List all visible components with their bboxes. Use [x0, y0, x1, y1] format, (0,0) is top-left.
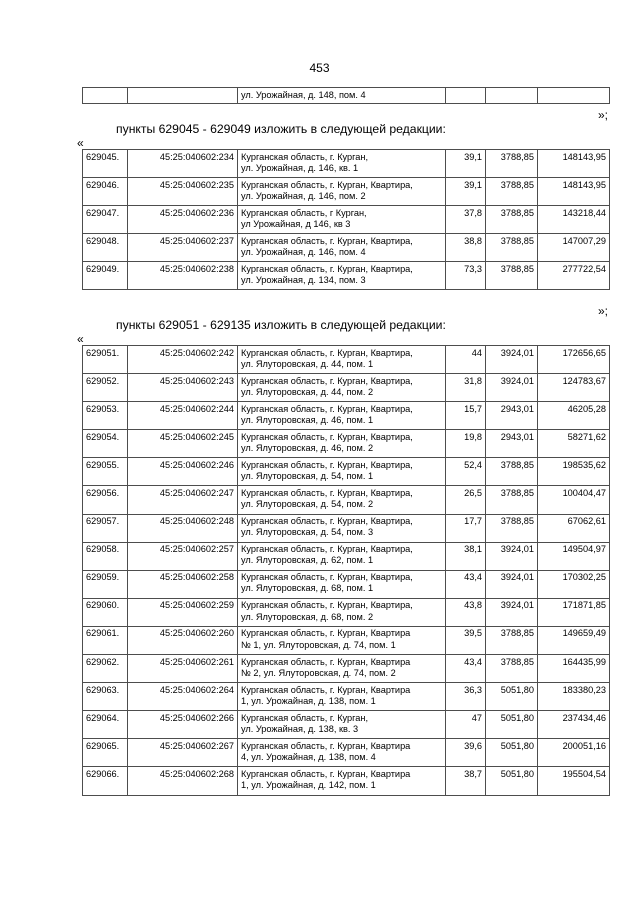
- area-cell: 31,8: [446, 374, 486, 402]
- row-number-cell: 629052.: [83, 374, 128, 402]
- address-cell: Курганская область, г. Курган, Квартира, ул. Ялуторовская, д. 46, пом. 2: [238, 430, 446, 458]
- row-number-cell: 629058.: [83, 542, 128, 570]
- price-cell: 3924,01: [486, 570, 538, 598]
- row-number-cell: 629045.: [83, 150, 128, 178]
- amendment-table-2: [82, 345, 610, 796]
- cadastral-number-cell: 45:25:040602:261: [128, 655, 238, 683]
- total-cell: 172656,65: [538, 346, 610, 374]
- cadastral-number-cell: 45:25:040602:236: [128, 206, 238, 234]
- total-cell: 149659,49: [538, 626, 610, 654]
- address-cell: Курганская область, г. Курган, Квартира, ул. Урожайная, д. 146, пом. 2: [238, 178, 446, 206]
- closing-quote-mark: »;: [597, 304, 608, 318]
- total-cell: 183380,23: [538, 683, 610, 711]
- table-row: [83, 767, 610, 795]
- area-cell: 17,7: [446, 514, 486, 542]
- price-cell: 3788,85: [486, 150, 538, 178]
- closing-quote-mark: »;: [597, 108, 608, 122]
- area-cell: 73,3: [446, 262, 486, 290]
- price-cell: 3924,01: [486, 542, 538, 570]
- total-cell: 170302,25: [538, 570, 610, 598]
- area-cell: 47: [446, 711, 486, 739]
- total-cell: 148143,95: [538, 150, 610, 178]
- price-cell: 3788,85: [486, 234, 538, 262]
- address-cell: Курганская область, г. Курган, Квартира, ул. Ялуторовская, д. 44, пом. 1: [238, 346, 446, 374]
- price-cell: 3788,85: [486, 514, 538, 542]
- continued-table: [82, 87, 610, 104]
- row-number-cell: 629060.: [83, 598, 128, 626]
- table-row: [83, 711, 610, 739]
- cadastral-number-cell: 45:25:040602:235: [128, 178, 238, 206]
- address-cell: Курганская область, г. Курган, Квартира, ул. Урожайная, д. 146, пом. 4: [238, 234, 446, 262]
- price-cell: 3788,85: [486, 458, 538, 486]
- area-cell: 44: [446, 346, 486, 374]
- total-cell: 67062,61: [538, 514, 610, 542]
- price-cell: 3924,01: [486, 598, 538, 626]
- area-cell: 36,3: [446, 683, 486, 711]
- area-cell: 39,5: [446, 626, 486, 654]
- area-cell: 39,1: [446, 178, 486, 206]
- table-row: [83, 374, 610, 402]
- table-row: [83, 402, 610, 430]
- area-cell: 43,4: [446, 570, 486, 598]
- table-row: [83, 655, 610, 683]
- table-row: [83, 486, 610, 514]
- row-number-cell: 629064.: [83, 711, 128, 739]
- total-cell: 58271,62: [538, 430, 610, 458]
- total-cell: 147007,29: [538, 234, 610, 262]
- cadastral-number-cell: 45:25:040602:266: [128, 711, 238, 739]
- price-cell: 3788,85: [486, 178, 538, 206]
- price-cell: 3788,85: [486, 626, 538, 654]
- row-number-cell: 629048.: [83, 234, 128, 262]
- address-cell: Курганская область, г. Курган, Квартира № 1, ул. Ялуторовская, д. 74, пом. 1: [238, 626, 446, 654]
- price-cell: 3788,85: [486, 655, 538, 683]
- row-number-cell: 629061.: [83, 626, 128, 654]
- cadastral-number-cell: 45:25:040602:238: [128, 262, 238, 290]
- address-cell: Курганская область, г. Курган, Квартира 4, ул. Урожайная, д. 138, пом. 4: [238, 739, 446, 767]
- price-cell: 2943,01: [486, 430, 538, 458]
- table-row: [83, 234, 610, 262]
- address-cell: Курганская область, г. Курган, Квартира, ул. Ялуторовская, д. 54, пом. 2: [238, 486, 446, 514]
- address-cell: Курганская область, г. Курган, Квартира, ул. Ялуторовская, д. 44, пом. 2: [238, 374, 446, 402]
- address-cell: Курганская область, г. Курган, Квартира, ул. Ялуторовская, д. 68, пом. 2: [238, 598, 446, 626]
- price-cell: [486, 88, 538, 104]
- table-row: [83, 88, 610, 104]
- opening-quote-mark: «: [77, 136, 84, 150]
- address-cell: Курганская область, г. Курган, Квартира № 2, ул. Ялуторовская, д. 74, пом. 2: [238, 655, 446, 683]
- page-number: 453: [309, 61, 330, 75]
- row-number-cell: 629055.: [83, 458, 128, 486]
- address-cell: Курганская область, г. Курган, ул. Урожайная, д. 138, кв. 3: [238, 711, 446, 739]
- area-cell: 38,8: [446, 234, 486, 262]
- price-cell: 5051,80: [486, 767, 538, 795]
- row-number-cell: 629057.: [83, 514, 128, 542]
- address-cell: Курганская область, г. Курган, Квартира, ул. Ялуторовская, д. 46, пом. 1: [238, 402, 446, 430]
- row-number-cell: 629046.: [83, 178, 128, 206]
- total-cell: 195504,54: [538, 767, 610, 795]
- row-number-cell: 629059.: [83, 570, 128, 598]
- cadastral-number-cell: 45:25:040602:264: [128, 683, 238, 711]
- cadastral-number-cell: 45:25:040602:268: [128, 767, 238, 795]
- cadastral-number-cell: 45:25:040602:244: [128, 402, 238, 430]
- table-row: [83, 542, 610, 570]
- area-cell: 43,8: [446, 598, 486, 626]
- total-cell: 164435,99: [538, 655, 610, 683]
- total-cell: 124783,67: [538, 374, 610, 402]
- table-row: [83, 430, 610, 458]
- row-number-cell: 629056.: [83, 486, 128, 514]
- total-cell: 143218,44: [538, 206, 610, 234]
- table-row: [83, 206, 610, 234]
- price-cell: 3788,85: [486, 486, 538, 514]
- cadastral-number-cell: 45:25:040602:245: [128, 430, 238, 458]
- area-cell: 15,7: [446, 402, 486, 430]
- address-cell: Курганская область, г. Курган, Квартира 1, ул. Урожайная, д. 138, пом. 1: [238, 683, 446, 711]
- table-row: [83, 683, 610, 711]
- address-cell: Курганская область, г. Курган, Квартира, ул. Урожайная, д. 134, пом. 3: [238, 262, 446, 290]
- cadastral-number-cell: 45:25:040602:237: [128, 234, 238, 262]
- cadastral-number-cell: 45:25:040602:248: [128, 514, 238, 542]
- address-cell: Курганская область, г. Курган, Квартира, ул. Ялуторовская, д. 68, пом. 1: [238, 570, 446, 598]
- row-number-cell: 629051.: [83, 346, 128, 374]
- area-cell: 37,8: [446, 206, 486, 234]
- price-cell: 5051,80: [486, 739, 538, 767]
- total-cell: 277722,54: [538, 262, 610, 290]
- cadastral-number-cell: 45:25:040602:234: [128, 150, 238, 178]
- cadastral-number-cell: 45:25:040602:257: [128, 542, 238, 570]
- row-number-cell: 629062.: [83, 655, 128, 683]
- area-cell: 43,4: [446, 655, 486, 683]
- table-row: [83, 262, 610, 290]
- address-cell: Курганская область, г. Курган, Квартира, ул. Ялуторовская, д. 54, пом. 1: [238, 458, 446, 486]
- cadastral-number-cell: [128, 88, 238, 104]
- total-cell: 198535,62: [538, 458, 610, 486]
- cadastral-number-cell: 45:25:040602:260: [128, 626, 238, 654]
- cadastral-number-cell: 45:25:040602:267: [128, 739, 238, 767]
- table-row: [83, 514, 610, 542]
- cadastral-number-cell: 45:25:040602:258: [128, 570, 238, 598]
- cadastral-number-cell: 45:25:040602:243: [128, 374, 238, 402]
- area-cell: 19,8: [446, 430, 486, 458]
- amendment-instruction: пункты 629051 - 629135 изложить в следующей редакции:: [116, 318, 446, 332]
- address-cell: Курганская область, г. Курган, Квартира, ул. Ялуторовская, д. 62, пом. 1: [238, 542, 446, 570]
- row-number-cell: 629053.: [83, 402, 128, 430]
- price-cell: 2943,01: [486, 402, 538, 430]
- price-cell: 3924,01: [486, 346, 538, 374]
- price-cell: 3788,85: [486, 206, 538, 234]
- row-number-cell: 629054.: [83, 430, 128, 458]
- table-row: [83, 626, 610, 654]
- opening-quote-mark: «: [77, 332, 84, 346]
- area-cell: 38,7: [446, 767, 486, 795]
- row-number-cell: 629063.: [83, 683, 128, 711]
- total-cell: 148143,95: [538, 178, 610, 206]
- address-cell: Курганская область, г. Курган, ул. Урожайная, д. 146, кв. 1: [238, 150, 446, 178]
- table-row: [83, 150, 610, 178]
- table-row: [83, 570, 610, 598]
- cadastral-number-cell: 45:25:040602:242: [128, 346, 238, 374]
- table-row: [83, 598, 610, 626]
- total-cell: 46205,28: [538, 402, 610, 430]
- row-number-cell: 629065.: [83, 739, 128, 767]
- address-cell: Курганская область, г Курган, ул Урожайная, д 146, кв 3: [238, 206, 446, 234]
- address-cell: Курганская область, г. Курган, Квартира, ул. Ялуторовская, д. 54, пом. 3: [238, 514, 446, 542]
- row-number-cell: [83, 88, 128, 104]
- table-row: [83, 458, 610, 486]
- area-cell: 26,5: [446, 486, 486, 514]
- area-cell: 52,4: [446, 458, 486, 486]
- price-cell: 3788,85: [486, 262, 538, 290]
- address-cell: ул. Урожайная, д. 148, пом. 4: [238, 88, 446, 104]
- total-cell: 171871,85: [538, 598, 610, 626]
- price-cell: 5051,80: [486, 683, 538, 711]
- table-row: [83, 346, 610, 374]
- row-number-cell: 629047.: [83, 206, 128, 234]
- price-cell: 3924,01: [486, 374, 538, 402]
- total-cell: 200051,16: [538, 739, 610, 767]
- price-cell: 5051,80: [486, 711, 538, 739]
- row-number-cell: 629066.: [83, 767, 128, 795]
- area-cell: 38,1: [446, 542, 486, 570]
- amendment-table-1: [82, 149, 610, 290]
- area-cell: [446, 88, 486, 104]
- table-row: [83, 178, 610, 206]
- amendment-instruction: пункты 629045 - 629049 изложить в следующей редакции:: [116, 122, 446, 136]
- cadastral-number-cell: 45:25:040602:246: [128, 458, 238, 486]
- address-cell: Курганская область, г. Курган, Квартира 1, ул. Урожайная, д. 142, пом. 1: [238, 767, 446, 795]
- area-cell: 39,1: [446, 150, 486, 178]
- cadastral-number-cell: 45:25:040602:259: [128, 598, 238, 626]
- total-cell: 100404,47: [538, 486, 610, 514]
- total-cell: 237434,46: [538, 711, 610, 739]
- total-cell: [538, 88, 610, 104]
- table-row: [83, 739, 610, 767]
- row-number-cell: 629049.: [83, 262, 128, 290]
- area-cell: 39,6: [446, 739, 486, 767]
- total-cell: 149504,97: [538, 542, 610, 570]
- cadastral-number-cell: 45:25:040602:247: [128, 486, 238, 514]
